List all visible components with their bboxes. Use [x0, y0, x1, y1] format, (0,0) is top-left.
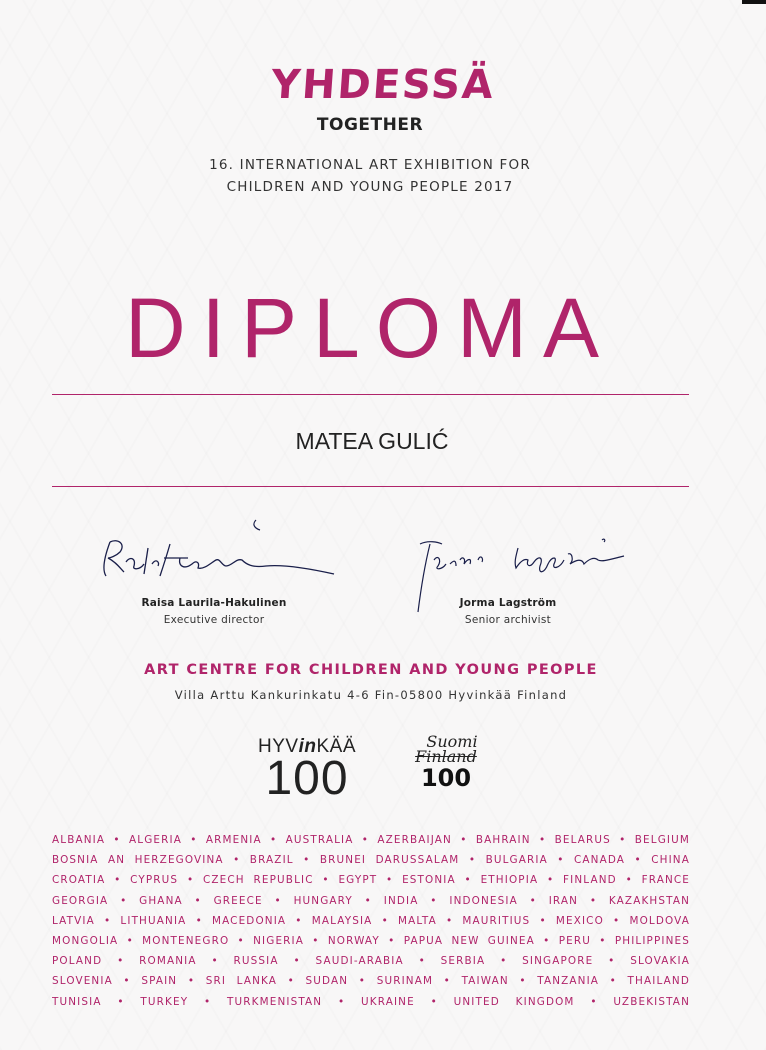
country-line: LATVIA • LITHUANIA • MACEDONIA • MALAYSIA • MALTA • MAURITIUS • MEXICO • MOLDOVA — [52, 914, 690, 927]
finland-wordmark: Finland — [415, 747, 477, 766]
divider-bottom — [52, 486, 689, 487]
country-line: CROATIA • CYPRUS • CZECH REPUBLIC • EGYPT • ESTONIA • ETHIOPIA • FINLAND • FRANCE — [52, 874, 690, 887]
signatory-1-role: Executive director — [163, 614, 265, 626]
recipient-name: MATEA GULIĆ — [295, 428, 449, 454]
diploma-title: DIPLOMA — [124, 281, 616, 375]
suomi-finland-100-logo — [400, 732, 492, 792]
exhibition-subtitle-line2: CHILDREN AND YOUNG PEOPLE 2017 — [226, 179, 514, 195]
hyvinkaa-100-number: 100 — [265, 752, 349, 805]
signatory-2 — [388, 597, 628, 626]
exhibition-subtitle-line1: 16. INTERNATIONAL ART EXHIBITION FOR — [209, 157, 531, 173]
country-line: POLAND • ROMANIA • RUSSIA • SAUDI-ARABIA • SERBIA • SINGAPORE • SLOVAKIA — [52, 955, 690, 968]
signatory-2-name: Jorma Lagström — [459, 597, 557, 609]
country-line: SLOVENIA • SPAIN • SRI LANKA • SUDAN • SURINAM • TAIWAN • TANZANIA • THAILAND — [52, 975, 690, 988]
hyvinkaa-100-logo — [252, 736, 362, 805]
hyvinkaa-part-3: KÄÄ — [316, 736, 356, 757]
signatory-1-name: Raisa Laurila-Hakulinen — [141, 597, 287, 609]
yhdessa-logo-subtitle: TOGETHER — [316, 115, 424, 135]
country-line: TUNISIA • TURKEY • TURKMENISTAN • UKRAINE • UNITED KINGDOM • UZBEKISTAN — [52, 995, 690, 1008]
country-line: ALBANIA • ALGERIA • ARMENIA • AUSTRALIA • AZERBAIJAN • BAHRAIN • BELARUS • BELGIUM — [52, 834, 690, 846]
country-line: MONGOLIA • MONTENEGRO • NIGERIA • NORWAY • PAPUA NEW GUINEA • PERU • PHILIPPINES — [52, 934, 690, 947]
yhdessa-logo-title: YHDESSÄ — [269, 62, 497, 108]
finland-100-number: 100 — [420, 764, 472, 792]
country-line: GEORGIA • GHANA • GREECE • HUNGARY • INDIA • INDONESIA • IRAN • KAZAKHSTAN — [52, 894, 690, 907]
organization-address: Villa Arttu Kankurinkatu 4-6 Fin-05800 Hyvinkää Finland — [174, 688, 568, 702]
hyvinkaa-part-1: HYV — [258, 736, 299, 757]
participating-countries-list — [52, 830, 690, 1012]
scan-edge-mark — [742, 0, 766, 4]
signatory-1 — [94, 597, 334, 626]
divider-top — [52, 394, 689, 395]
signature-raisa — [96, 518, 346, 598]
hyvinkaa-part-2: in — [298, 736, 317, 757]
suomi-wordmark: Suomi — [426, 732, 478, 751]
organization-name: ART CENTRE FOR CHILDREN AND YOUNG PEOPLE — [144, 662, 598, 678]
country-line: BOSNIA AN HERZEGOVINA • BRAZIL • BRUNEI DARUSSALAM • BULGARIA • CANADA • CHINA — [52, 854, 690, 867]
signatory-2-role: Senior archivist — [464, 614, 552, 626]
